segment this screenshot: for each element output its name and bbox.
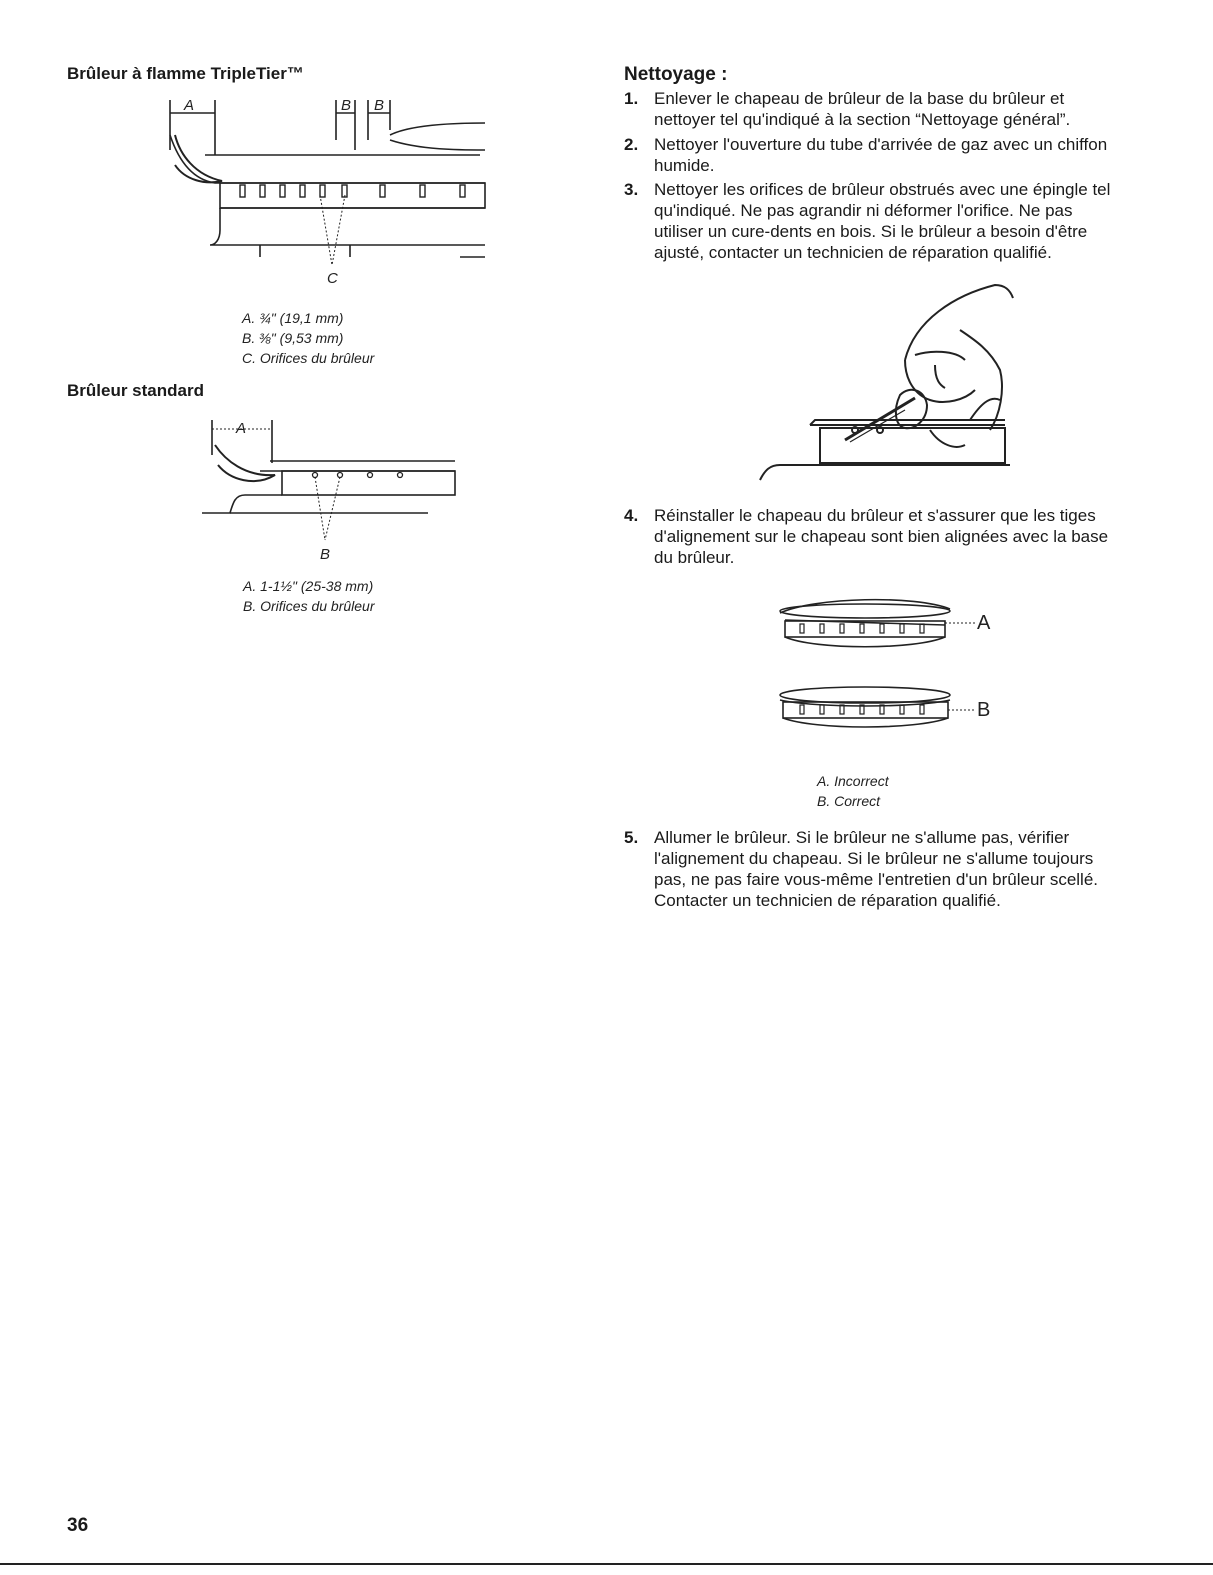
triple-tier-burner-diagram bbox=[160, 95, 495, 290]
cap-label-b: B bbox=[977, 699, 991, 721]
footer-rule bbox=[0, 1563, 1213, 1565]
step-line: Enlever le chapeau de brûleur de la base du brûleur et bbox=[654, 89, 1065, 108]
cap-alignment-incorrect bbox=[775, 595, 1005, 657]
step-line: utiliser un cure-dents en bois. Si le brûleur a besoin d'être bbox=[654, 222, 1088, 241]
standard-label-a: A bbox=[236, 420, 247, 437]
step-line: l'alignement du chapeau. Si le brûleur ne s'allume toujours bbox=[654, 849, 1094, 868]
page-number: 36 bbox=[67, 1515, 89, 1536]
caption-correct: B. Correct bbox=[817, 793, 881, 809]
caption-a: A. ¾" (19,1 mm) bbox=[242, 310, 344, 326]
cap-captions bbox=[817, 771, 889, 811]
step-line: Nettoyer les orifices de brûleur obstrués avec une épingle tel bbox=[654, 180, 1111, 199]
triple-label-a: A bbox=[184, 97, 195, 114]
standard-label-b: B bbox=[320, 546, 331, 563]
step-number: 4. bbox=[624, 506, 639, 525]
step-line: Nettoyer l'ouverture du tube d'arrivée de gaz avec un chiffon bbox=[654, 135, 1108, 154]
step-line: du brûleur. bbox=[654, 548, 735, 567]
cleaning-title: Nettoyage : bbox=[624, 64, 728, 85]
cap-label-a: A bbox=[977, 612, 991, 634]
triple-label-b2: B bbox=[374, 97, 385, 114]
step-line: d'alignement sur le chapeau sont bien alignées avec la base bbox=[654, 527, 1109, 546]
caption-b: B. ⅜" (9,53 mm) bbox=[242, 330, 344, 346]
caption-b: B. Orifices du brûleur bbox=[243, 598, 375, 614]
step-line: ajusté, contacter un technicien de réparation qualifié. bbox=[654, 243, 1052, 262]
step-number: 1. bbox=[624, 89, 639, 108]
standard-burner-title: Brûleur standard bbox=[67, 381, 204, 400]
caption-incorrect: A. Incorrect bbox=[817, 773, 889, 789]
triple-label-b1: B bbox=[341, 97, 352, 114]
step-line: nettoyer tel qu'indiqué à la section “Nettoyage général”. bbox=[654, 110, 1071, 129]
step-number: 3. bbox=[624, 180, 639, 199]
triple-tier-title: Brûleur à flamme TripleTier™ bbox=[67, 64, 304, 83]
standard-captions bbox=[243, 576, 375, 616]
step-line: Réinstaller le chapeau du brûleur et s'assurer que les tiges bbox=[654, 506, 1096, 525]
step-number: 5. bbox=[624, 828, 639, 847]
cleaning-orifice-illustration bbox=[755, 280, 1015, 480]
standard-burner-diagram bbox=[200, 415, 460, 565]
step-line: Allumer le brûleur. Si le brûleur ne s'allume pas, vérifier bbox=[654, 828, 1070, 847]
cap-alignment-correct bbox=[775, 680, 1005, 742]
step-line: Contacter un technicien de réparation qualifié. bbox=[654, 891, 1001, 910]
step-line: pas, ne pas faire vous-même l'entretien d'un brûleur scellé. bbox=[654, 870, 1099, 889]
triple-label-c: C bbox=[327, 270, 338, 287]
triple-tier-captions bbox=[242, 308, 374, 368]
caption-a: A. 1-1½" (25-38 mm) bbox=[243, 578, 374, 594]
step-number: 2. bbox=[624, 135, 639, 154]
caption-c: C. Orifices du brûleur bbox=[242, 350, 375, 366]
step-line: humide. bbox=[654, 156, 715, 175]
step-line: qu'indiqué. Ne pas agrandir ni déformer l'orifice. Ne pas bbox=[654, 201, 1073, 220]
